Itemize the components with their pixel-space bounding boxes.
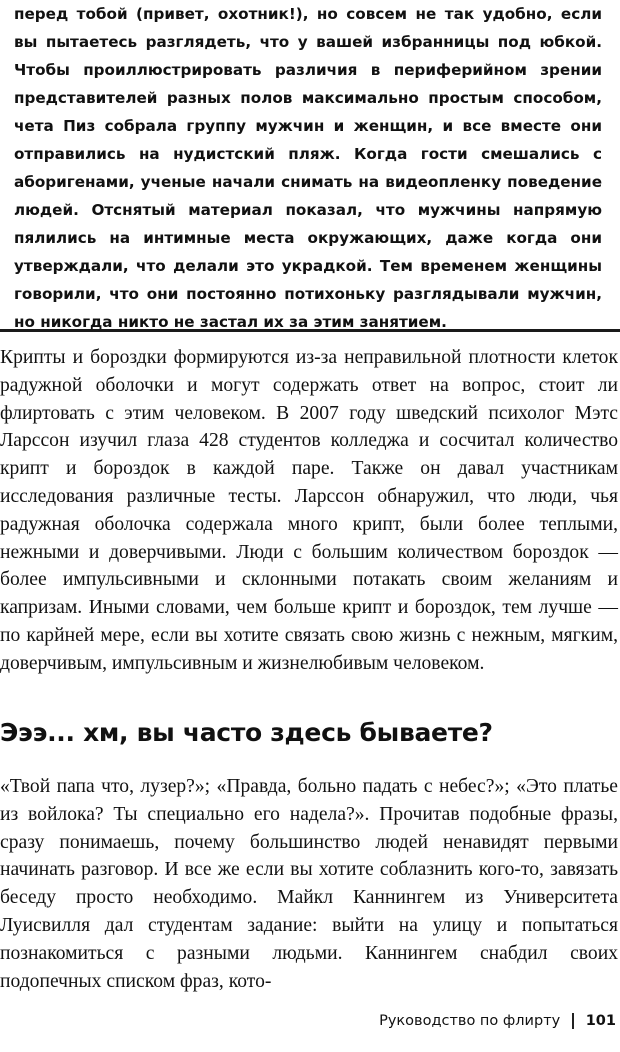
running-title: Руководство по флирту	[379, 1013, 561, 1029]
footer-divider	[572, 1013, 574, 1029]
section-heading: Эээ... хм, вы часто здесь бываете?	[0, 718, 493, 747]
page-footer	[379, 1010, 616, 1032]
sidebar-text: перед тобой (привет, охотник!), но совсем не так удобно, если вы пытаетесь разглядеть, что у вашей избранницы под юбкой. Чтобы проиллюстрировать различия в периферийном зрении представителей разных полов максимально простым способом, чета Пиз собрала группу мужчин и женщин, и все вместе они отправились на нудистский пляж. Когда гости смешались с аборигенами, ученые начали снимать на видеопленку поведение людей. Отснятый материал показал, что мужчины напрямую пялились на интимные места окружающих, даже когда они утверждали, что делали это украдкой. Тем временем женщины говорили, что они постоянно потихоньку разглядывали мужчин, но никогда никто не застал их за этим занятием.	[14, 5, 602, 331]
sidebar-box	[0, 0, 620, 332]
page-number: 101	[585, 1013, 616, 1029]
body-paragraph: «Твой папа что, лузер?»; «Правда, больно падать с небес?»; «Это платье из войлока? Ты специально его надела?». Прочитав подобные фразы, сразу понимаешь, почему большинство людей ненавидят первыми начинать разговор. И все же если вы хотите соблазнить кого-то, завязать беседу просто необходимо. Майкл Каннингем из Университета Луисвилля дал студентам задание: выйти на улицу и попытаться познакомиться с разными людьми. Каннингем снабдил своих подопечных списком фраз, кото-	[0, 776, 618, 992]
body-paragraph: Крипты и бороздки формируются из-за неправильной плотности клеток радужной оболочки и могут содержать ответ на вопрос, стоит ли флиртовать с этим человеком. В 2007 году шведский психолог Мэтс Ларссон изучил глаза 428 студентов колледжа и сосчитал количество крипт и бороздок в каждой паре. Также он давал участникам исследования различные тесты. Ларссон обнаружил, что люди, чья радужная оболочка содержала много крипт, были более теплыми, нежными и доверчивыми. Люди с большим количеством бороздок — более импульсивными и склонными потакать своим желаниям и капризам. Иными словами, чем больше крипт и бороздок, тем лучше — по карйней мере, если вы хотите связать свою жизнь с нежным, мягким, доверчивым, импульсивным и жизнелюбивым человеком.	[0, 347, 618, 674]
